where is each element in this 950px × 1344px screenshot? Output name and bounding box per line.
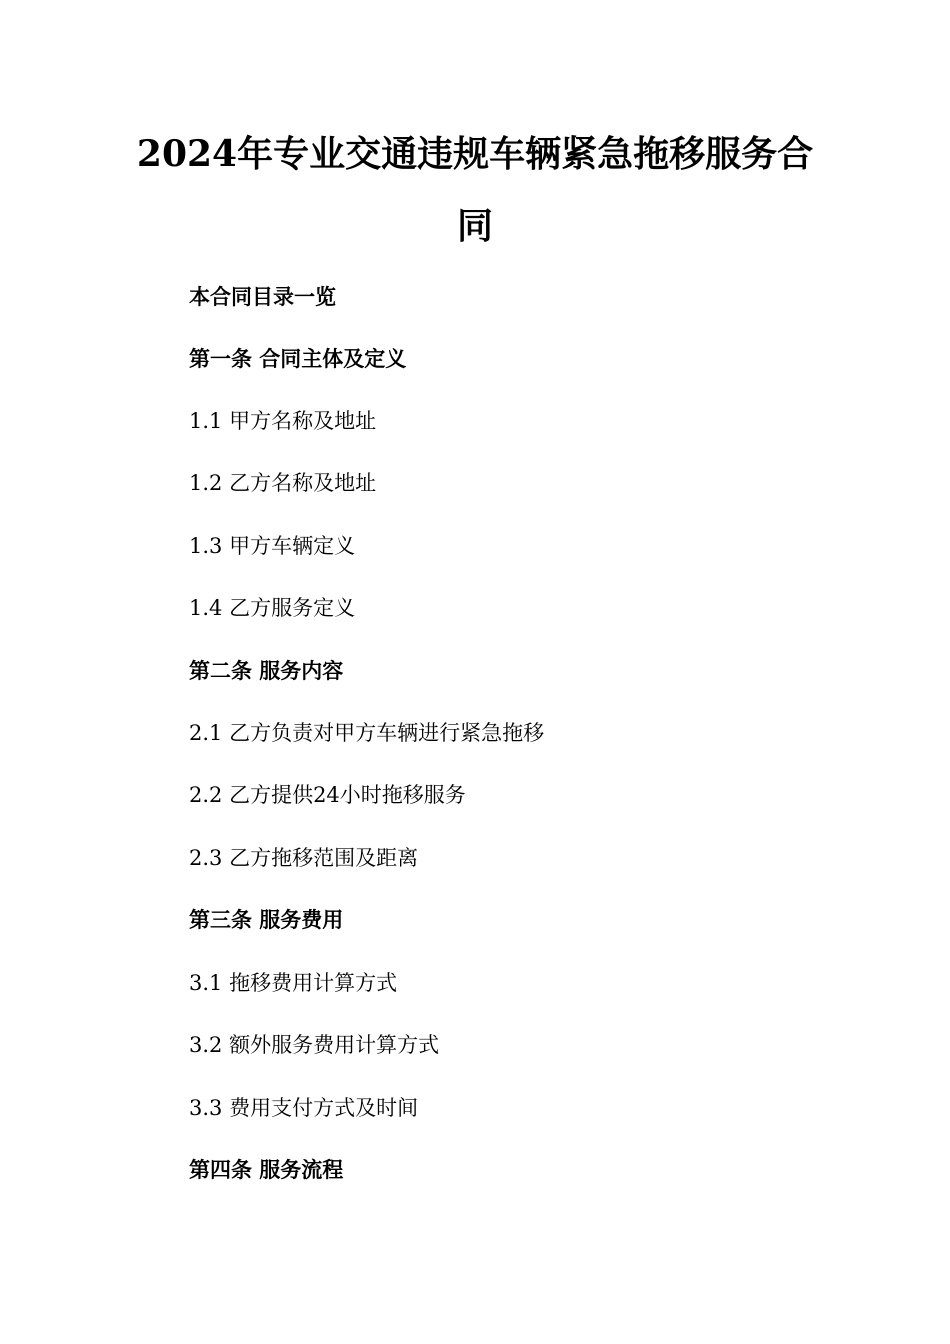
toc-clause: 1.3 甲方车辆定义 [189, 534, 356, 558]
document-title-line-1: 2024年专业交通违规车辆紧急拖移服务合 [136, 133, 814, 175]
toc-article: 第一条 合同主体及定义 [189, 346, 407, 371]
toc-clause: 2.1 乙方负责对甲方车辆进行紧急拖移 [189, 721, 545, 745]
toc-clause: 2.3 乙方拖移范围及距离 [189, 846, 419, 870]
toc-clause: 3.1 拖移费用计算方式 [189, 971, 398, 995]
toc-clause: 1.1 甲方名称及地址 [189, 409, 377, 433]
toc-article: 第二条 服务内容 [189, 658, 344, 683]
toc-clause: 1.4 乙方服务定义 [189, 596, 356, 620]
toc-clause: 1.2 乙方名称及地址 [189, 471, 377, 495]
toc-article: 第三条 服务费用 [189, 907, 344, 932]
toc-clause: 3.2 额外服务费用计算方式 [189, 1033, 440, 1057]
toc-heading: 本合同目录一览 [189, 284, 336, 309]
toc-clause: 3.3 费用支付方式及时间 [189, 1096, 419, 1120]
document-title-line-2: 同 [456, 205, 493, 247]
toc-clause: 2.2 乙方提供24小时拖移服务 [189, 783, 466, 807]
toc-article: 第四条 服务流程 [189, 1157, 344, 1182]
